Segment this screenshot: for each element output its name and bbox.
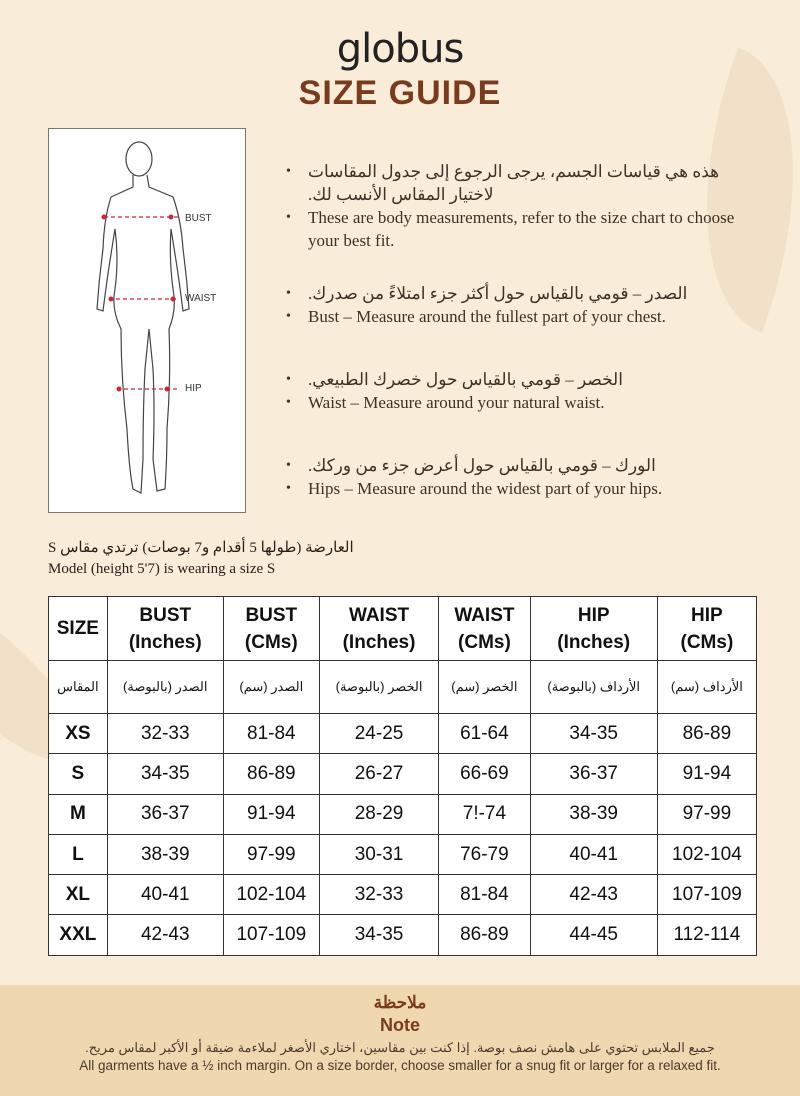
model-info-en: Model (height 5'7) is wearing a size S xyxy=(48,561,276,577)
bullet-icon: • xyxy=(286,309,291,324)
measurement-cell: 81-84 xyxy=(223,714,319,754)
measurement-cell: 107-109 xyxy=(223,915,319,955)
measurement-cell: 34-35 xyxy=(530,714,657,754)
bust-label: BUST xyxy=(185,213,212,224)
table-row xyxy=(49,875,757,915)
bullet-icon: • xyxy=(286,372,291,387)
instruction-en: Bust – Measure around the fullest part of your chest. xyxy=(308,307,666,326)
measurement-cell: 36-37 xyxy=(530,754,657,794)
waist-label: WAIST xyxy=(185,293,217,304)
measurement-cell: 97-99 xyxy=(223,834,319,874)
measurement-cell: 61-64 xyxy=(439,714,530,754)
bullet-icon: • xyxy=(286,286,291,301)
measurement-cell: 40-41 xyxy=(107,875,223,915)
size-cell: XL xyxy=(49,875,108,915)
instruction-group xyxy=(286,282,766,328)
measurement-cell: 76-79 xyxy=(439,834,530,874)
page-title: SIZE GUIDE xyxy=(298,74,502,112)
instruction-en: These are body measurements, refer to the size chart to choose your best fit. xyxy=(308,208,735,250)
note-section xyxy=(0,985,800,1096)
measurement-cell: 86-89 xyxy=(439,915,530,955)
measurement-cell: 40-41 xyxy=(530,834,657,874)
bullet-icon: • xyxy=(286,210,291,225)
table-row xyxy=(49,794,757,834)
table-row xyxy=(49,754,757,794)
column-header-ar: الصدر (سم) xyxy=(223,661,319,714)
measurement-cell: 24-25 xyxy=(319,714,438,754)
measurement-cell: 81-84 xyxy=(439,875,530,915)
brand-logo: globus xyxy=(336,26,464,72)
instruction-en: Waist – Measure around your natural waist. xyxy=(308,393,605,412)
size-table xyxy=(48,596,757,956)
note-text-ar: جميع الملابس تحتوي على هامش نصف بوصة. إذا كنت بين مقاسين، اختاري الأصغر لملاءمة ضيقة أو الأكبر لمقاس مريح. xyxy=(85,1040,715,1055)
measurement-cell: 102-104 xyxy=(223,875,319,915)
column-header: WAIST (Inches) xyxy=(319,597,438,661)
body-figure-illustration xyxy=(48,128,246,513)
size-cell: S xyxy=(49,754,108,794)
measurement-cell: 32-33 xyxy=(319,875,438,915)
measurement-cell: 34-35 xyxy=(107,754,223,794)
column-header: HIP (CMs) xyxy=(657,597,756,661)
column-header-ar: الصدر (بالبوصة) xyxy=(107,661,223,714)
header-row xyxy=(49,597,757,661)
instruction-group xyxy=(286,368,766,414)
column-header: HIP (Inches) xyxy=(530,597,657,661)
instruction-ar: هذه هي قياسات الجسم، يرجى الرجوع إلى جدول المقاسات لاختيار المقاس الأنسب لك. xyxy=(308,162,720,204)
note-title-ar: ملاحظة xyxy=(373,993,427,1012)
bullet-icon: • xyxy=(286,164,291,179)
column-header: BUST (Inches) xyxy=(107,597,223,661)
note-title: Note xyxy=(380,1015,420,1035)
instruction-ar: الصدر – قومي بالقياس حول أكثر جزء امتلاءً من صدرك. xyxy=(308,284,688,303)
note-text: All garments have a ½ inch margin. On a size border, choose smaller for a snug fit or larger for a relaxed fit. xyxy=(79,1058,721,1073)
size-cell: L xyxy=(49,834,108,874)
column-header-ar: الخصر (سم) xyxy=(439,661,530,714)
measurement-instructions xyxy=(286,160,766,522)
measurement-cell: 42-43 xyxy=(530,875,657,915)
bullet-icon: • xyxy=(286,458,291,473)
measurement-cell: 102-104 xyxy=(657,834,756,874)
measurement-cell: 86-89 xyxy=(223,754,319,794)
header-row-ar xyxy=(49,661,757,714)
measurement-cell: 36-37 xyxy=(107,794,223,834)
measurement-cell: 28-29 xyxy=(319,794,438,834)
hip-label: HIP xyxy=(185,383,202,394)
table-row xyxy=(49,915,757,955)
instruction-ar: الخصر – قومي بالقياس حول خصرك الطبيعي. xyxy=(308,370,623,389)
measurement-cell: 38-39 xyxy=(107,834,223,874)
measurement-cell: 34-35 xyxy=(319,915,438,955)
column-header-ar: الخصر (بالبوصة) xyxy=(319,661,438,714)
instruction-en: Hips – Measure around the widest part of your hips. xyxy=(308,479,663,498)
measurement-cell: 32-33 xyxy=(107,714,223,754)
measurement-cell: 112-114 xyxy=(657,915,756,955)
bullet-icon: • xyxy=(286,395,291,410)
table-row xyxy=(49,834,757,874)
measurement-cell: 91-94 xyxy=(657,754,756,794)
body-outline-icon xyxy=(49,129,247,514)
measurement-cell: 26-27 xyxy=(319,754,438,794)
measurement-cell: 30-31 xyxy=(319,834,438,874)
size-cell: M xyxy=(49,794,108,834)
table-row xyxy=(49,714,757,754)
model-info-ar: العارضة (طولها 5 أقدام و7 بوصات) ترتدي مقاس S xyxy=(48,540,354,556)
model-info xyxy=(48,538,354,580)
column-header-ar: الأرداف (بالبوصة) xyxy=(530,661,657,714)
measurement-cell: 7!-74 xyxy=(439,794,530,834)
bullet-icon: • xyxy=(286,481,291,496)
measurement-cell: 44-45 xyxy=(530,915,657,955)
size-cell: XXL xyxy=(49,915,108,955)
measurement-cell: 38-39 xyxy=(530,794,657,834)
column-header-ar: المقاس xyxy=(49,661,108,714)
measurement-cell: 97-99 xyxy=(657,794,756,834)
size-cell: XS xyxy=(49,714,108,754)
measurement-cell: 107-109 xyxy=(657,875,756,915)
column-header: SIZE xyxy=(49,597,108,661)
column-header: WAIST (CMs) xyxy=(439,597,530,661)
instruction-group xyxy=(286,160,766,252)
column-header: BUST (CMs) xyxy=(223,597,319,661)
instruction-ar: الورك – قومي بالقياس حول أعرض جزء من وركك. xyxy=(308,456,656,475)
measurement-cell: 91-94 xyxy=(223,794,319,834)
instruction-group xyxy=(286,454,766,500)
column-header-ar: الأرداف (سم) xyxy=(657,661,756,714)
measurement-cell: 86-89 xyxy=(657,714,756,754)
measurement-cell: 66-69 xyxy=(439,754,530,794)
measurement-cell: 42-43 xyxy=(107,915,223,955)
